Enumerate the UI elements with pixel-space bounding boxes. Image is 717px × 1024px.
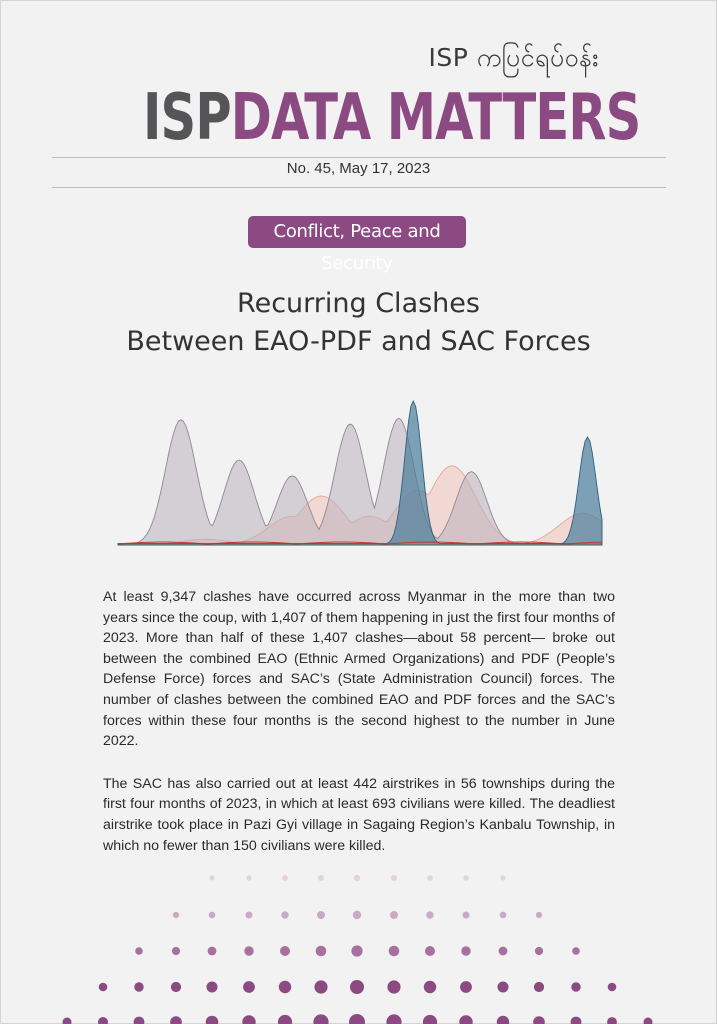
decorative-dot: [278, 1015, 292, 1024]
paragraph-1: At least 9,347 clashes have occurred across Myanmar in the more than two years since the coup, with 1,407 of them happening in just the first four months of 2023. More than half of these 1,407 clashes—about 58 percent— broke out between the combined EAO (Ethnic Armed Organizations) and PDF (People’s Defense Force) forces and SAC’s (State Administration Council) forces. The number of clashes between the combined EAO and PDF forces and the SAC’s forces within these four months is the second highest to the number in June 2022.: [103, 589, 615, 750]
issue-info: No. 45, May 17, 2023: [286, 160, 431, 177]
decorative-dot: [351, 945, 362, 956]
decorative-dot: [571, 982, 580, 991]
decorative-dot: [280, 946, 290, 956]
decorative-dot: [608, 983, 617, 992]
decorative-dot: [246, 875, 251, 880]
paragraph-2: The SAC has also carried out at least 442 airstrikes in 56 townships during the first four months of 2023, in which at least 693 civilians were killed. The deadliest airstrike took place in Pazi Gyi village in Sagaing Region’s Kanbalu Township, in which no fewer than 150 civilians were killed.: [103, 775, 615, 854]
title-line-2: Between EAO-PDF and SAC Forces: [126, 326, 591, 357]
decorative-dot: [172, 947, 180, 955]
clash-area-chart: [110, 395, 605, 550]
decorative-dot: [134, 982, 143, 991]
page-title: [0, 285, 717, 361]
decorative-dot: [463, 912, 470, 919]
decorative-dot: [386, 1014, 401, 1024]
decorative-dot: [242, 1015, 255, 1024]
decorative-dot: [98, 1017, 108, 1024]
decorative-dot: [208, 947, 217, 956]
top-divider: [52, 157, 666, 158]
bottom-divider: [52, 187, 666, 188]
category-badge: Conflict, Peace and Security: [248, 216, 466, 248]
decorative-dot: [349, 1014, 365, 1024]
decorative-dot: [350, 980, 364, 994]
decorative-dot: [497, 1016, 509, 1024]
masthead-logo: [143, 78, 640, 158]
decorative-dot: [461, 946, 470, 955]
decorative-dot: [354, 875, 360, 881]
publication-subtitle: ISP ကပြင်ရပ်ဝန်း: [428, 43, 599, 72]
title-line-1: Recurring Clashes: [237, 288, 480, 319]
decorative-dot: [207, 982, 218, 993]
decorative-dot: [500, 912, 507, 919]
decorative-dot: [210, 876, 215, 881]
decorative-dot: [572, 947, 580, 955]
decorative-dot: [499, 947, 508, 956]
decorative-dot-pattern: [0, 860, 717, 1024]
decorative-dot: [607, 1017, 617, 1024]
decorative-dot: [353, 911, 361, 919]
decorative-dot: [318, 875, 324, 881]
decorative-dot: [209, 912, 216, 919]
decorative-dot: [424, 981, 436, 993]
decorative-dot: [171, 982, 181, 992]
decorative-dot: [425, 946, 435, 956]
decorative-dot: [134, 1017, 145, 1024]
decorative-dot: [390, 911, 398, 919]
decorative-dot: [387, 980, 400, 993]
decorative-dot: [135, 947, 143, 955]
masthead-isp: ISP: [143, 81, 231, 155]
decorative-dot: [282, 875, 288, 881]
decorative-dot: [459, 1015, 472, 1024]
decorative-dot: [281, 911, 288, 918]
decorative-dot: [99, 983, 108, 992]
decorative-dot: [423, 1015, 437, 1024]
decorative-dot: [571, 1017, 582, 1024]
decorative-dot: [244, 946, 253, 955]
decorative-dot: [206, 1016, 219, 1024]
chart-series-group: [118, 401, 602, 545]
decorative-dot: [246, 912, 253, 919]
decorative-dot: [389, 946, 400, 957]
decorative-dot: [534, 982, 544, 992]
series-grey-area: [118, 418, 602, 545]
decorative-dot: [427, 875, 433, 881]
decorative-dot: [317, 911, 325, 919]
decorative-dot: [316, 946, 327, 957]
decorative-dot: [644, 1018, 653, 1024]
decorative-dot: [243, 981, 255, 993]
decorative-dot: [533, 1016, 545, 1024]
decorative-dot: [498, 982, 509, 993]
decorative-dot: [536, 912, 542, 918]
decorative-dot: [314, 980, 327, 993]
decorative-dot: [460, 981, 472, 993]
decorative-dot: [463, 875, 468, 880]
decorative-dot: [535, 947, 543, 955]
decorative-dot: [63, 1018, 72, 1024]
decorative-dot: [391, 875, 397, 881]
decorative-dot: [501, 876, 506, 881]
decorative-dot: [170, 1016, 182, 1024]
decorative-dot: [313, 1014, 328, 1024]
decorative-dot: [279, 981, 291, 993]
article-body: [103, 587, 615, 878]
decorative-dot: [426, 911, 433, 918]
decorative-dot: [173, 912, 179, 918]
masthead-data-matters: DATA MATTERS: [230, 81, 641, 155]
